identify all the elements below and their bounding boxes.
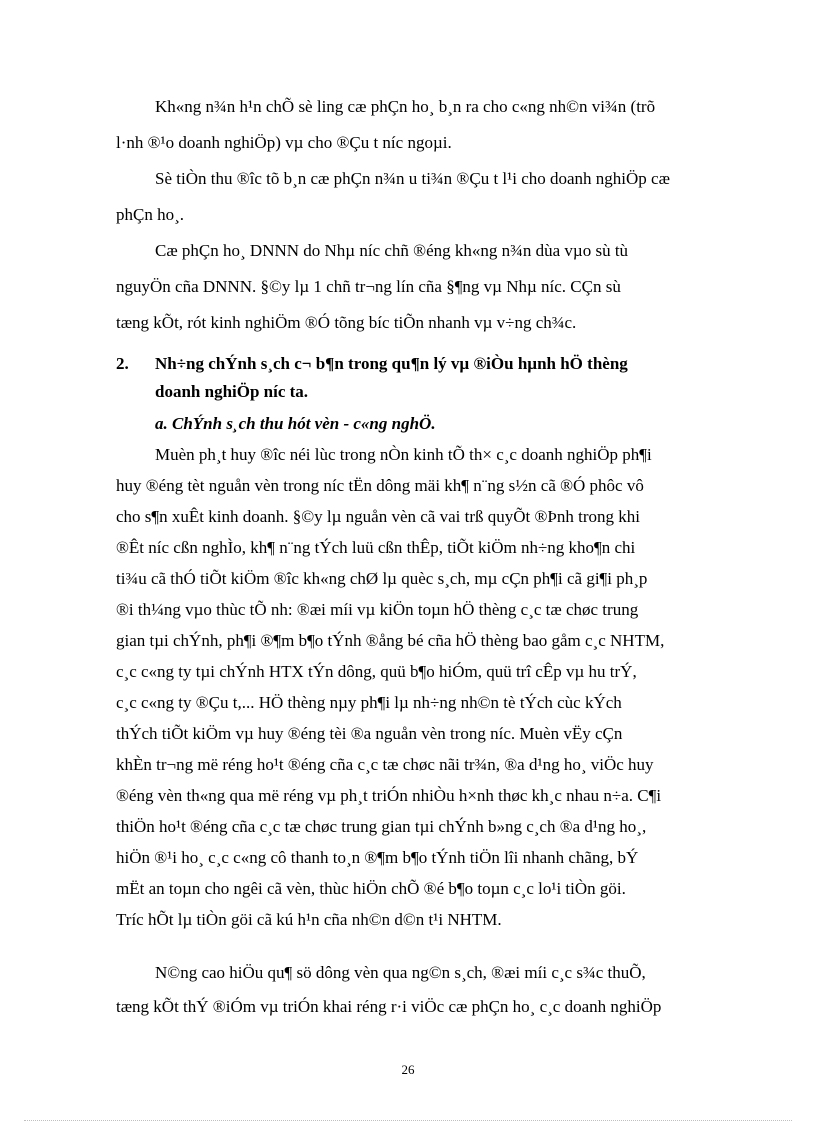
paragraph-line: nguyÖn cña DNNN. §©y lµ 1 chñ tr¬ng lín cña §¶ng vµ Nhµ níc. CÇn sù: [116, 277, 621, 296]
body-line: thÝch tiÕt kiÖm vµ huy ®éng tèi ®a nguån vèn trong níc. Muèn vËy cÇn: [116, 724, 623, 743]
body-line: cho s¶n xuÊt kinh doanh. §©y lµ nguån vèn cã vai trß quyÕt ®Þnh trong khi: [116, 507, 640, 526]
paragraph-line: phÇn ho¸.: [116, 205, 184, 224]
body-line: hiÖn ®¹i ho¸ c¸c c«ng cô thanh to¸n ®¶m b¶o tÝnh tiÖn lîi nhanh chãng, bÝ: [116, 848, 639, 867]
body-line: ®i th¼ng vµo thùc tÕ nh: ®æi míi vµ kiÖn toµn hÖ thèng c¸c tæ chøc trung: [116, 600, 639, 619]
body-line: c¸c c«ng ty tµi chÝnh HTX tÝn dông, quü b¶o hiÓm, quü trî cÊp vµ hu trÝ,: [116, 662, 637, 681]
body-line: ti¾u cã thÓ tiÕt kiÖm ®îc kh«ng chØ lµ quèc s¸ch, mµ cÇn ph¶i cã gi¶i ph¸p: [116, 569, 648, 588]
section-title-continued: doanh nghiÖp níc ta.: [155, 382, 309, 401]
body-line: gian tµi chÝnh, ph¶i ®¶m b¶o tÝnh ®ång bé cña hÖ thèng bao gåm c¸c NHTM,: [116, 631, 665, 650]
body-line: ®éng vèn th«ng qua më réng vµ ph¸t triÓn nhiÒu h×nh thøc kh¸c nhau n÷a. C¶i: [116, 786, 662, 805]
body-line: khÈn tr¬ng më réng ho¹t ®éng cña c¸c tæ chøc nãi tr¾n, ®a d¹ng ho¸ viÖc huy: [116, 755, 654, 774]
body-line: mËt an toµn cho ngêi cã vèn, thùc hiÖn chÕ ®é b¶o toµn c¸c lo¹i tiÒn göi.: [116, 879, 626, 898]
body-line: ®Êt níc cßn nghÌo, kh¶ n¨ng tÝch luü cßn thÊp, tiÕt kiÖm nh÷ng kho¶n chi: [116, 538, 636, 557]
body-line: N©ng cao hiÖu qu¶ sö dông vèn qua ng©n s¸ch, ®æi míi c¸c s¾c thuÕ,: [155, 963, 646, 982]
body-line: Tríc hÕt lµ tiÒn göi cã kú h¹n cña nh©n d©n t¹i NHTM.: [116, 910, 502, 929]
body-line: Muèn ph¸t huy ®îc néi lùc trong nÒn kinh tÕ th× c¸c doanh nghiÖp ph¶i: [155, 445, 652, 464]
paragraph-line: tæng kÕt, rót kinh nghiÖm ®Ó tõng bíc tiÕn nhanh vµ v÷ng ch¾c.: [116, 313, 577, 332]
body-line: huy ®éng tèt nguån vèn trong níc tËn dông mäi kh¶ n¨ng s½n cã ®Ó phôc vô: [116, 476, 644, 495]
paragraph-line: Kh«ng n¾n h¹n chÕ sè ling cæ phÇn ho¸ b¸n ra cho c«ng nh©n vi¾n (trõ: [155, 97, 656, 116]
body-line: c¸c c«ng ty ®Çu t,... HÖ thèng nµy ph¶i lµ nh÷ng nh©n tè tÝch cùc kÝch: [116, 693, 622, 712]
page-number: 26: [401, 1062, 415, 1077]
subsection-title: a. ChÝnh s¸ch thu hót vèn - c«ng nghÖ.: [155, 414, 436, 433]
paragraph-line: Sè tiÒn thu ®îc tõ b¸n cæ phÇn n¾n u ti¾n ®Çu t l¹i cho doanh nghiÖp cæ: [155, 169, 670, 188]
paragraph-line: l·nh ®¹o doanh nghiÖp) vµ cho ®Çu t níc ngoµi.: [116, 133, 452, 152]
body-line: thiÖn ho¹t ®éng cña c¸c tæ chøc trung gian tµi chÝnh b»ng c¸ch ®a d¹ng ho¸,: [116, 817, 647, 836]
page-bottom-divider: [24, 1120, 792, 1121]
section-title: Nh÷ng chÝnh s¸ch c¬ b¶n trong qu¶n lý vµ ®iÒu hµnh hÖ thèng: [155, 354, 628, 373]
paragraph-line: Cæ phÇn ho¸ DNNN do Nhµ níc chñ ®éng kh«ng n¾n dùa vµo sù tù: [155, 241, 629, 260]
section-number: 2.: [116, 354, 129, 373]
body-line: tæng kÕt thÝ ®iÓm vµ triÓn khai réng r·i viÖc cæ phÇn ho¸ c¸c doanh nghiÖp: [116, 997, 662, 1016]
